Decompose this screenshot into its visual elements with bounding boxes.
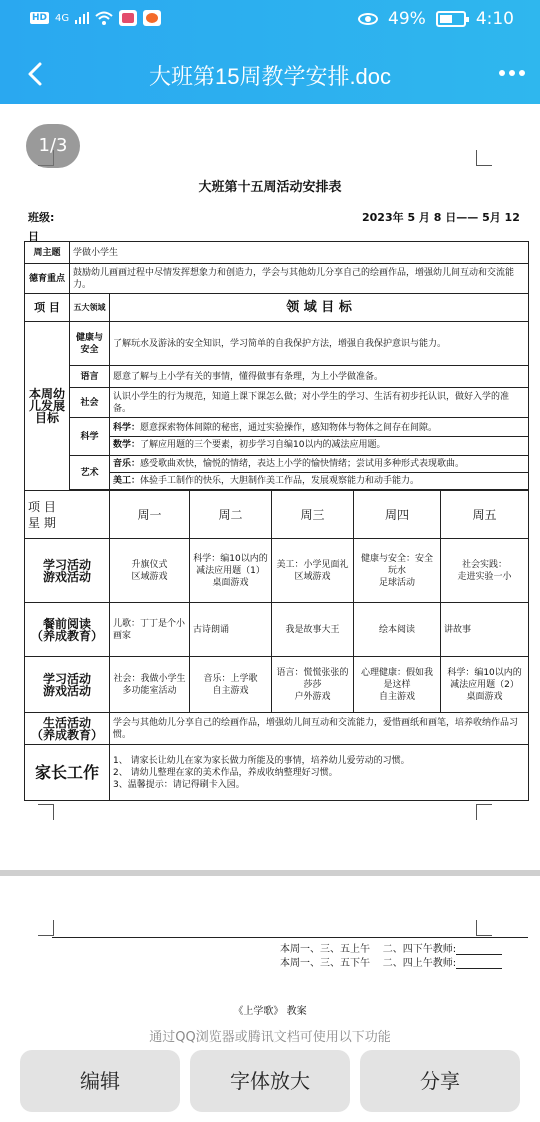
sub-text: 了解应用题的三个要素，初步学习自编10以内的减法应用题。 bbox=[140, 440, 386, 450]
feature-hint: 通过QQ浏览器或腾讯文档可使用以下功能 bbox=[149, 1030, 391, 1045]
table-row bbox=[25, 418, 529, 456]
theme-label: 周主题 bbox=[25, 242, 70, 264]
parent-work bbox=[110, 745, 529, 801]
table-row bbox=[25, 657, 529, 713]
crop-mark bbox=[476, 150, 492, 166]
parent-label: 家长工作 bbox=[25, 745, 110, 801]
schedule-cell: 社会实践： 走进实验一小 bbox=[441, 539, 529, 603]
math-goal bbox=[110, 437, 528, 453]
signal-icon bbox=[75, 12, 89, 24]
teacher-line-1-a: 本周一、三、五上午 bbox=[280, 944, 370, 955]
schedule-cell: 讲故事 bbox=[441, 603, 529, 657]
art-goal bbox=[110, 473, 528, 489]
crop-mark bbox=[38, 804, 54, 820]
table-row bbox=[25, 294, 529, 322]
status-bar bbox=[0, 0, 540, 40]
schedule-cell: 音乐：上学歌 自主游戏 bbox=[190, 657, 272, 713]
row-label: 餐前阅读 （养成教育） bbox=[25, 603, 110, 657]
app-notification-icon-2 bbox=[143, 10, 161, 26]
table-row bbox=[25, 322, 529, 366]
page-indicator: 1/3 bbox=[26, 124, 80, 168]
share-button[interactable]: 分享 bbox=[360, 1050, 520, 1112]
schedule-item-label: 项 目 bbox=[28, 499, 56, 514]
teacher-line-2-b: 二、四上午教师: bbox=[382, 958, 457, 969]
font-enlarge-button[interactable]: 字体放大 bbox=[190, 1050, 350, 1112]
weekday-header: 周五 bbox=[441, 491, 529, 539]
goals-header: 领 域 目 标 bbox=[110, 294, 529, 322]
domain-name: 健康与安全 bbox=[70, 322, 110, 366]
table-row bbox=[25, 603, 529, 657]
sub-text: 愿意探索物体间隙的秘密，通过实验操作，感知物体与物体之间存在间隙。 bbox=[140, 423, 438, 433]
domain-goal bbox=[110, 456, 529, 490]
domain-name: 语言 bbox=[70, 366, 110, 388]
parent-item: 3、温馨提示：请记得刷卡入园。 bbox=[113, 779, 245, 790]
domain-goal: 了解玩水及游泳的安全知识，学习简单的自我保护方法，增强自我保护意识与能力。 bbox=[110, 322, 529, 366]
class-label: 班级: bbox=[28, 211, 55, 224]
signal-label: 4G bbox=[55, 12, 70, 24]
clock: 4:10 bbox=[475, 9, 514, 29]
teacher-line-1-b: 二、四下午教师: bbox=[382, 944, 457, 955]
domain-name: 科学 bbox=[70, 418, 110, 456]
domain-name: 艺术 bbox=[70, 456, 110, 490]
life-value: 学会与其他幼儿分享自己的绘画作品，增强幼儿间互动和交流能力，爱惜画纸和画笔，培养收纳作品习惯。 bbox=[110, 713, 529, 745]
schedule-header-cell bbox=[25, 491, 110, 539]
table-row bbox=[25, 242, 529, 264]
sub-label: 音乐： bbox=[113, 459, 141, 469]
lesson-title: 《上学歌》 教案 bbox=[233, 1006, 307, 1017]
more-menu-button[interactable] bbox=[498, 64, 526, 84]
sub-label: 科学： bbox=[113, 423, 141, 433]
battery-icon bbox=[436, 11, 466, 27]
day-label: 日 bbox=[28, 230, 39, 243]
item-label: 项 目 bbox=[25, 294, 70, 322]
domain-goal bbox=[110, 418, 529, 456]
page2-rule bbox=[52, 937, 528, 938]
table-row bbox=[25, 264, 529, 294]
weekday-header: 周四 bbox=[354, 491, 441, 539]
schedule-cell: 绘本阅读 bbox=[354, 603, 441, 657]
table-row bbox=[25, 745, 529, 801]
moral-value: 鼓励幼儿画画过程中尽情发挥想象力和创造力，学会与其他幼儿分享自己的绘画作品，增强幼儿间互动和交流能力。 bbox=[70, 264, 529, 294]
schedule-cell: 社会：我做小学生 多功能室活动 bbox=[110, 657, 190, 713]
domain-goal: 愿意了解与上小学有关的事情，懂得做事有条理，为上小学做准备。 bbox=[110, 366, 529, 388]
crop-mark bbox=[476, 920, 492, 936]
schedule-cell: 心理健康：假如我是这样 自主游戏 bbox=[354, 657, 441, 713]
life-label: 生活活动 （养成教育） bbox=[25, 713, 110, 745]
schedule-cell: 语言：慌慌张张的莎莎 户外游戏 bbox=[272, 657, 354, 713]
weekday-header: 周二 bbox=[190, 491, 272, 539]
schedule-cell: 健康与安全：安全玩水 足球活动 bbox=[354, 539, 441, 603]
table-row bbox=[25, 366, 529, 388]
teacher-line-2-a: 本周一、三、五下午 bbox=[280, 958, 370, 969]
table-row bbox=[25, 539, 529, 603]
nav-row bbox=[0, 50, 540, 98]
schedule-week-label: 星 期 bbox=[28, 515, 56, 530]
parent-item: 2、 请幼儿整理在家的美术作品，养成收纳整理好习惯。 bbox=[113, 767, 338, 778]
schedule-cell: 儿歌：丁丁是个小画家 bbox=[110, 603, 190, 657]
app-notification-icon bbox=[119, 10, 137, 26]
schedule-cell: 古诗朗诵 bbox=[190, 603, 272, 657]
science-goal bbox=[110, 420, 528, 437]
table-row bbox=[25, 713, 529, 745]
edit-button[interactable]: 编辑 bbox=[20, 1050, 180, 1112]
sub-text: 体验手工制作的快乐，大胆制作美工作品，发展观察能力和动手能力。 bbox=[140, 476, 420, 486]
document-title: 大班第15周教学安排.doc bbox=[148, 64, 392, 89]
domains-label: 五大领域 bbox=[70, 294, 110, 322]
row-label: 学习活动 游戏活动 bbox=[25, 657, 110, 713]
moral-label: 德育重点 bbox=[25, 264, 70, 294]
teacher-line-2 bbox=[280, 954, 502, 969]
top-bar bbox=[0, 0, 540, 104]
domain-name: 社会 bbox=[70, 388, 110, 418]
table-title: 大班第十五周活动安排表 bbox=[198, 180, 342, 195]
hd-badge: HD bbox=[32, 13, 48, 23]
schedule-cell: 科学：编10以内的减法应用题（1） 桌面游戏 bbox=[190, 539, 272, 603]
sub-label: 数学： bbox=[113, 440, 141, 450]
date-range: 2023年 5 月 8 日—— 5月 12 bbox=[362, 211, 520, 224]
schedule-cell: 科学：编10以内的减法应用题（2） 桌面游戏 bbox=[441, 657, 529, 713]
music-goal bbox=[110, 456, 528, 473]
weekday-header: 周三 bbox=[272, 491, 354, 539]
theme-value: 学做小学生 bbox=[70, 242, 529, 264]
weekly-goals-label: 本周幼儿发展目标 bbox=[25, 322, 70, 491]
table-row bbox=[25, 491, 529, 539]
crop-mark bbox=[38, 920, 54, 936]
table-row bbox=[25, 388, 529, 418]
battery-percent: 49% bbox=[388, 9, 426, 29]
sub-label: 美工： bbox=[113, 476, 141, 486]
schedule-cell: 我是故事大王 bbox=[272, 603, 354, 657]
wifi-icon bbox=[95, 11, 113, 25]
domain-goal: 认识小学生的行为规范，知道上课下课怎么做；对小学生的学习、生活有初步托认识，做好入学的准备。 bbox=[110, 388, 529, 418]
schedule-table bbox=[24, 241, 529, 801]
crop-mark bbox=[476, 804, 492, 820]
parent-item: 1、 请家长让幼儿在家为家长做力所能及的事情，培养幼儿爱劳动的习惯。 bbox=[113, 755, 410, 766]
teacher-line-1 bbox=[280, 940, 502, 955]
eye-comfort-icon bbox=[358, 13, 378, 25]
weekday-header: 周一 bbox=[110, 491, 190, 539]
table-row bbox=[25, 456, 529, 490]
schedule-cell: 美工：小学见面礼 区域游戏 bbox=[272, 539, 354, 603]
schedule-cell: 升旗仪式 区域游戏 bbox=[110, 539, 190, 603]
more-icon bbox=[498, 69, 526, 77]
row-label: 学习活动 游戏活动 bbox=[25, 539, 110, 603]
sub-text: 感受歌曲欢快，愉悦的情绪，表达上小学的愉快情绪；尝试用多种形式表现歌曲。 bbox=[140, 459, 465, 469]
